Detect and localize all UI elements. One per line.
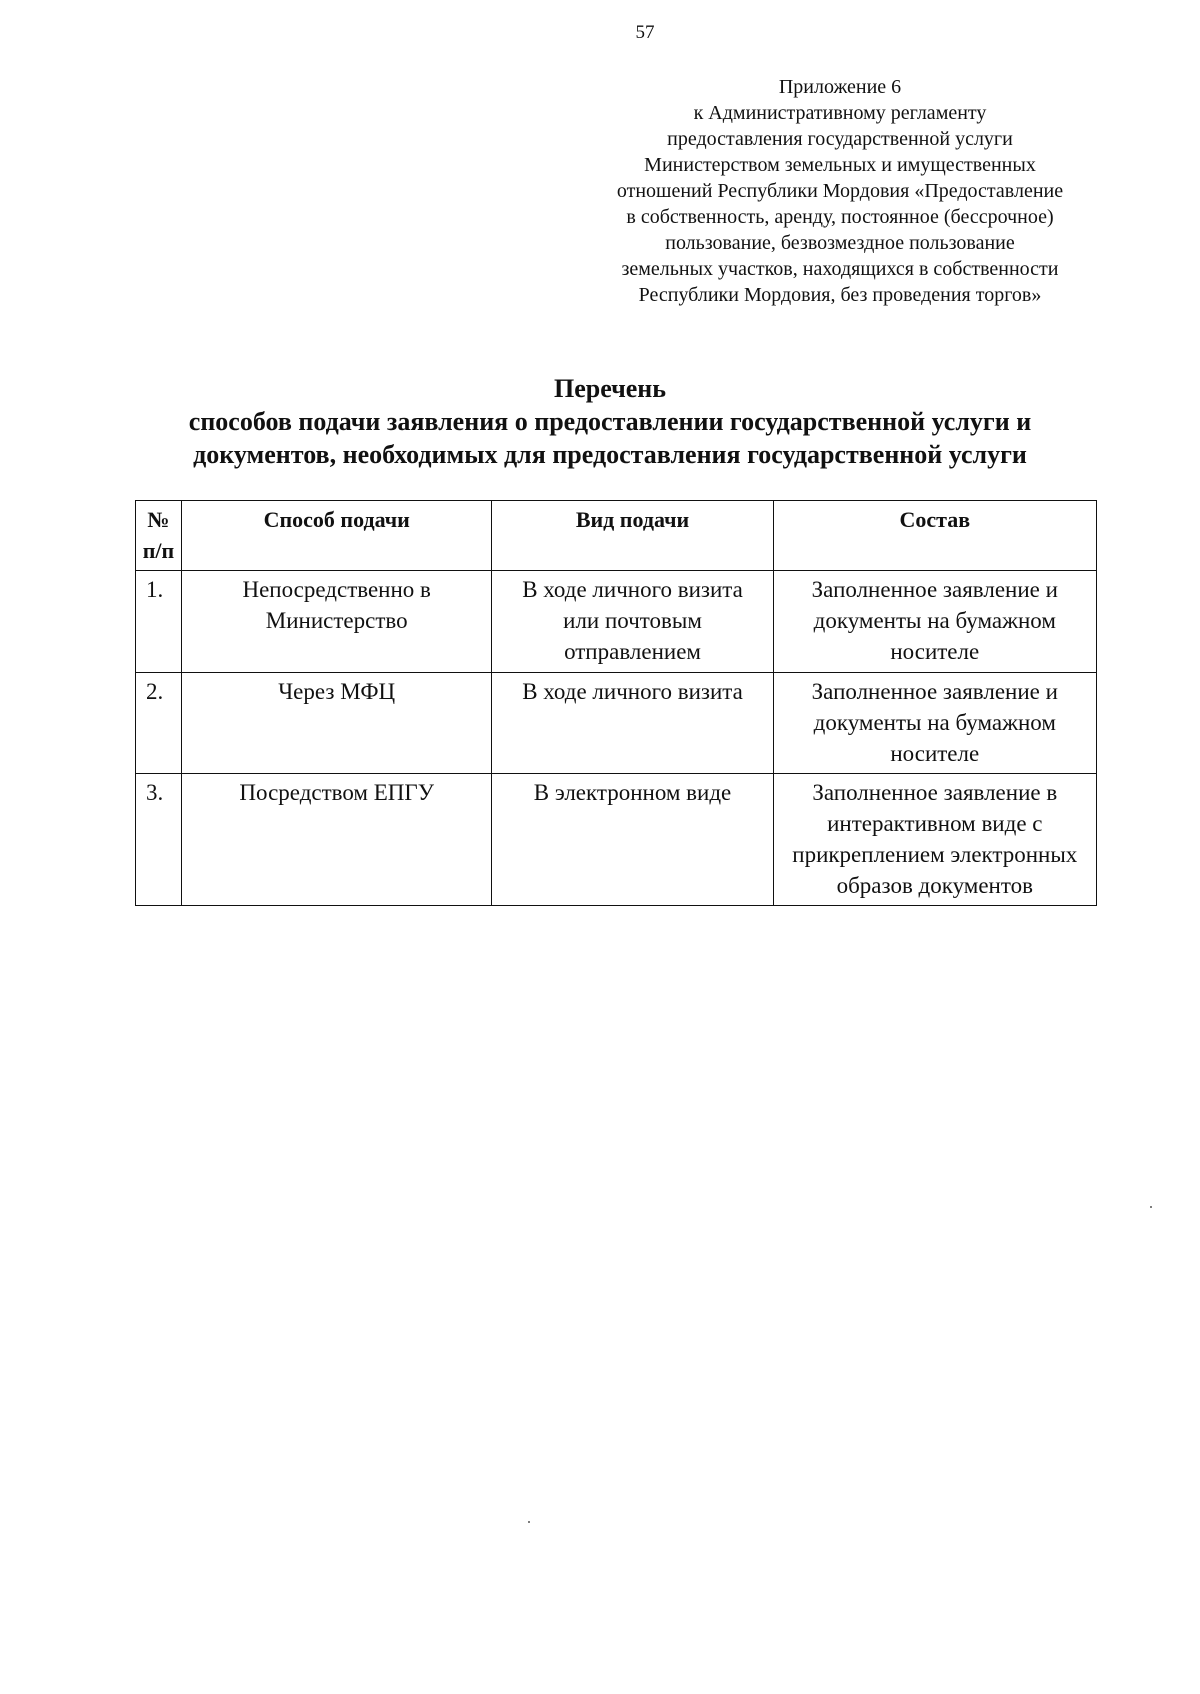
- title-line: Перечень: [553, 374, 667, 403]
- appendix-line: в собственность, аренду, постоянное (бессрочное): [626, 206, 1054, 228]
- document-title: [130, 372, 1090, 471]
- row-content: Заполненное заявление и документы на бумажном носителе: [773, 673, 1096, 774]
- appendix-line: Республики Мордовия, без проведения торгов»: [638, 284, 1042, 306]
- appendix-line: к Административному регламенту: [693, 102, 987, 124]
- appendix-line: Министерством земельных и имущественных: [644, 154, 1036, 176]
- scan-speck: [1150, 1206, 1152, 1208]
- table-row: [136, 673, 1097, 774]
- submission-methods-table: [135, 500, 1097, 906]
- header-type: Вид подачи: [492, 501, 773, 571]
- row-content: Заполненное заявление в интерактивном виде с прикреплением электронных образов документов: [773, 774, 1096, 906]
- row-method: Через МФЦ: [181, 673, 492, 774]
- header-method: Способ подачи: [181, 501, 492, 571]
- row-type: В ходе личного визита или почтовым отправлением: [492, 571, 773, 673]
- appendix-header: [580, 74, 1100, 308]
- appendix-line: земельных участков, находящихся в собственности: [621, 258, 1059, 280]
- row-type: В ходе личного визита: [492, 673, 773, 774]
- header-num: № п/п: [136, 501, 182, 571]
- header-content: Состав: [773, 501, 1096, 571]
- title-line: документов, необходимых для предоставления государственной услуги: [193, 440, 1027, 469]
- row-number: 1.: [136, 571, 182, 673]
- appendix-line: предоставления государственной услуги: [667, 128, 1013, 150]
- title-line: способов подачи заявления о предоставлении государственной услуги и: [188, 407, 1032, 436]
- appendix-line: отношений Республики Мордовия «Предоставление: [616, 180, 1064, 202]
- row-type: В электронном виде: [492, 774, 773, 906]
- scan-speck: [528, 1521, 530, 1523]
- row-content: Заполненное заявление и документы на бумажном носителе: [773, 571, 1096, 673]
- row-number: 2.: [136, 673, 182, 774]
- page-number: 57: [635, 22, 655, 43]
- row-number: 3.: [136, 774, 182, 906]
- row-method: Посредством ЕПГУ: [181, 774, 492, 906]
- appendix-line: Приложение 6: [778, 76, 902, 98]
- table-header-row: [136, 501, 1097, 571]
- table-row: [136, 774, 1097, 906]
- table-row: [136, 571, 1097, 673]
- row-method: Непосредственно в Министерство: [181, 571, 492, 673]
- appendix-line: пользование, безвозмездное пользование: [665, 232, 1015, 254]
